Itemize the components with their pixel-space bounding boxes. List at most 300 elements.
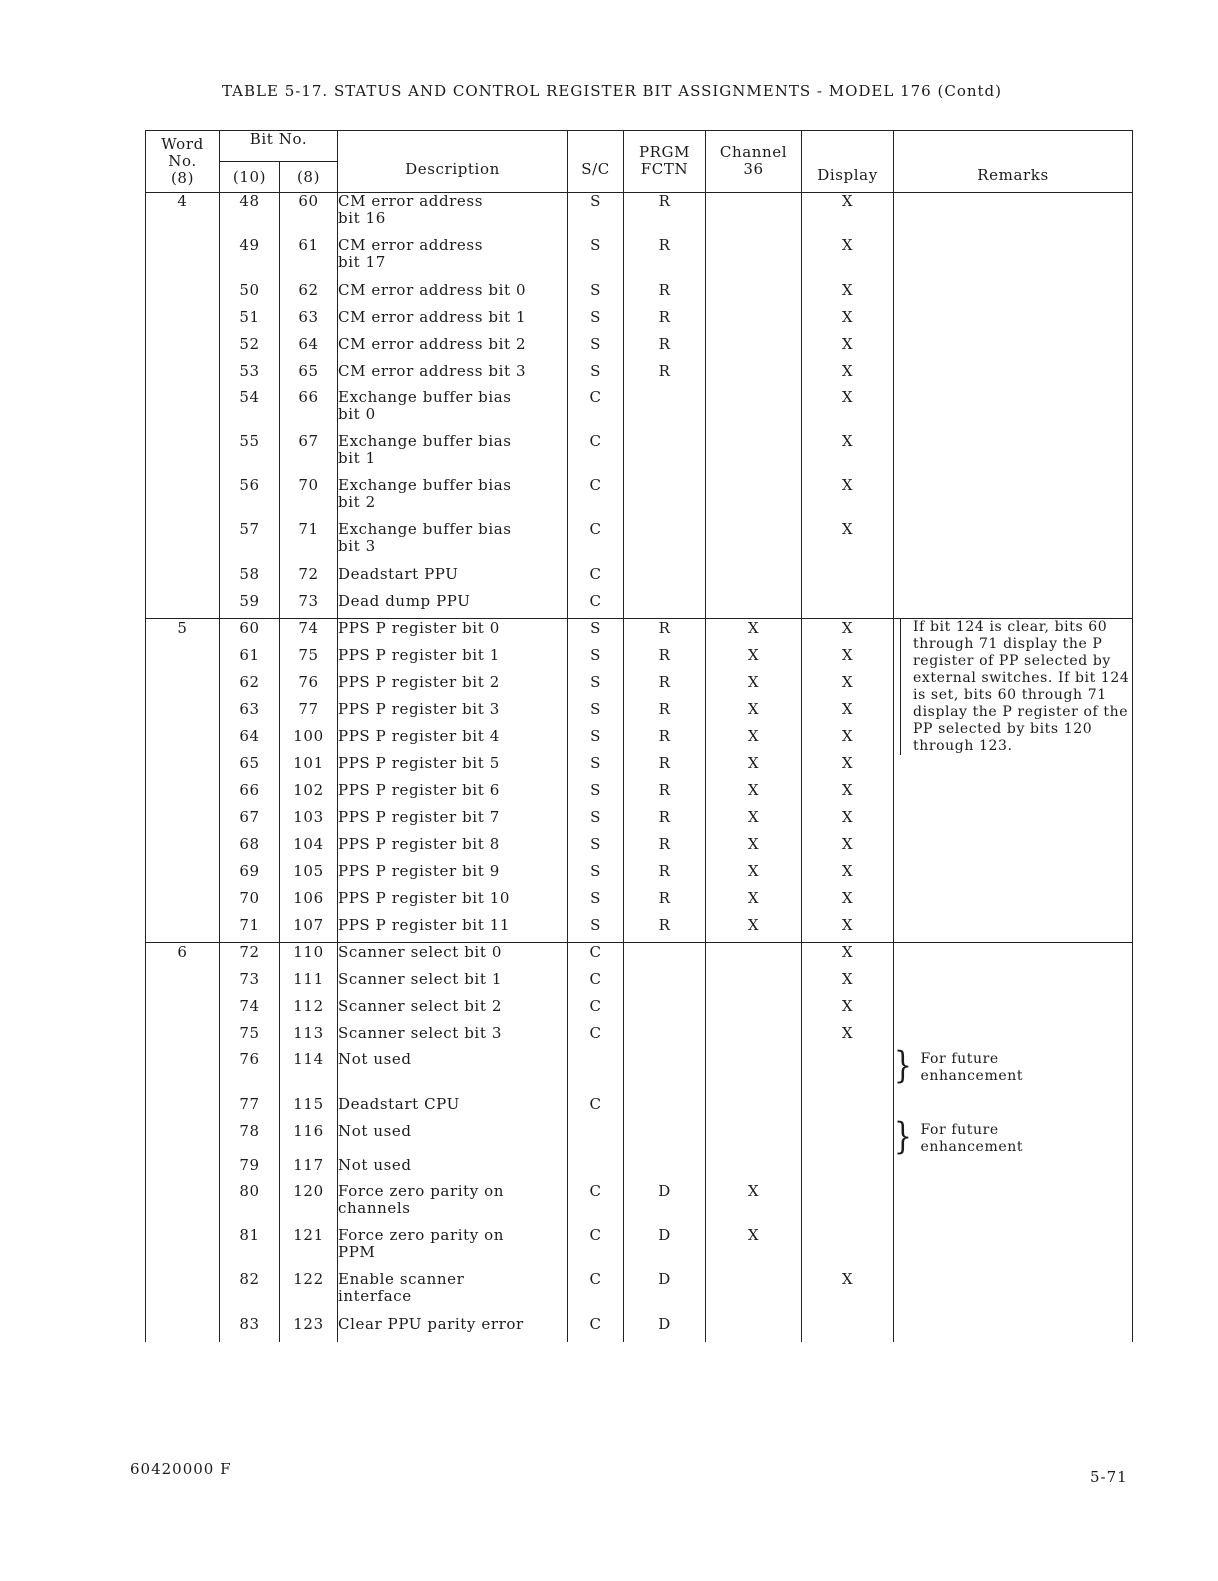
bit-octal: 120 (280, 1183, 338, 1227)
description-line: CM error address bit 3 (338, 361, 527, 380)
program-function-flag (624, 592, 706, 619)
status-control-flag: S (568, 889, 624, 916)
bit-description (338, 619, 568, 646)
bit-octal: 104 (280, 835, 338, 862)
display-flag (802, 1095, 894, 1122)
table-row (146, 389, 1133, 433)
status-control-flag (568, 1122, 624, 1156)
program-function-flag (624, 433, 706, 477)
display-flag: X (802, 808, 894, 835)
table-row (146, 1024, 1133, 1051)
program-function-flag: R (624, 781, 706, 808)
bit-octal: 102 (280, 781, 338, 808)
description-line: PPS P register bit 9 (338, 861, 500, 880)
display-flag: X (802, 1271, 894, 1315)
bit-description (338, 781, 568, 808)
brace-icon: } (894, 1114, 913, 1158)
bit-description (338, 943, 568, 970)
bit-decimal: 48 (220, 193, 280, 237)
bit-decimal: 54 (220, 389, 280, 433)
program-function-flag: R (624, 308, 706, 335)
description-line: PPS P register bit 8 (338, 834, 500, 853)
description-line: Exchange buffer bias (338, 519, 512, 538)
bit-description (338, 592, 568, 619)
channel-36-flag: X (706, 700, 802, 727)
program-function-flag (624, 521, 706, 565)
program-function-flag: D (624, 1315, 706, 1342)
program-function-flag: R (624, 835, 706, 862)
bit-decimal: 53 (220, 362, 280, 389)
bit-decimal: 81 (220, 1227, 280, 1271)
bit-octal: 77 (280, 700, 338, 727)
bit-octal: 111 (280, 970, 338, 997)
bit-description (338, 1271, 568, 1315)
status-control-flag: C (568, 943, 624, 970)
channel-36-flag (706, 477, 802, 521)
display-flag: X (802, 477, 894, 521)
display-flag: X (802, 619, 894, 646)
display-flag: X (802, 521, 894, 565)
status-control-flag: C (568, 1271, 624, 1315)
display-flag (802, 565, 894, 592)
bit-description (338, 1122, 568, 1156)
bit-octal: 122 (280, 1271, 338, 1315)
description-line: CM error address bit 1 (338, 307, 527, 326)
bit-octal: 107 (280, 916, 338, 943)
table-row (146, 1227, 1133, 1271)
description-line: PPM (338, 1242, 376, 1261)
description-line: Scanner select bit 3 (338, 1023, 502, 1042)
display-flag: X (802, 673, 894, 700)
bit-description (338, 727, 568, 754)
table-row (146, 1051, 1133, 1095)
bit-description (338, 673, 568, 700)
channel-36-flag: X (706, 673, 802, 700)
bit-decimal: 76 (220, 1051, 280, 1095)
description-line: Force zero parity on (338, 1181, 505, 1200)
remark-line: enhancement (920, 1138, 1024, 1155)
bit-description (338, 565, 568, 592)
bit-decimal: 63 (220, 700, 280, 727)
description-line: PPS P register bit 1 (338, 645, 500, 664)
bit-decimal: 72 (220, 943, 280, 970)
description-line: Exchange buffer bias (338, 431, 512, 450)
status-control-flag: S (568, 362, 624, 389)
table-row (146, 943, 1133, 970)
channel-36-flag: X (706, 862, 802, 889)
remarks-cell (894, 477, 1133, 521)
table-title: TABLE 5-17. STATUS AND CONTROL REGISTER BIT ASSIGNMENTS - MODEL 176 (Contd) (222, 82, 1002, 100)
status-control-flag: S (568, 308, 624, 335)
word-number: 4 (146, 193, 220, 619)
description-line: CM error address (338, 192, 483, 210)
description-line: bit 16 (338, 209, 386, 227)
status-control-flag: C (568, 970, 624, 997)
status-control-flag: S (568, 646, 624, 673)
status-control-flag: C (568, 1024, 624, 1051)
status-control-flag: S (568, 835, 624, 862)
bit-octal: 100 (280, 727, 338, 754)
document-number: 60420000 F (130, 1460, 232, 1478)
display-flag: X (802, 835, 894, 862)
program-function-flag (624, 997, 706, 1024)
bit-description (338, 1183, 568, 1227)
bit-decimal: 69 (220, 862, 280, 889)
bit-decimal: 70 (220, 889, 280, 916)
program-function-flag (624, 1156, 706, 1183)
program-function-flag: R (624, 646, 706, 673)
header-bit-no: Bit No. (220, 131, 338, 162)
program-function-flag: R (624, 916, 706, 943)
description-line: bit 1 (338, 448, 376, 467)
program-function-flag: R (624, 362, 706, 389)
display-flag (802, 592, 894, 619)
display-flag: X (802, 916, 894, 943)
description-line: Dead dump PPU (338, 591, 471, 610)
bit-octal: 101 (280, 754, 338, 781)
description-line: Scanner select bit 1 (338, 969, 502, 988)
channel-36-flag: X (706, 889, 802, 916)
program-function-flag: R (624, 673, 706, 700)
bit-decimal: 64 (220, 727, 280, 754)
remarks-cell (894, 521, 1133, 565)
remarks-cell (894, 281, 1133, 308)
channel-36-flag (706, 193, 802, 237)
channel-36-flag (706, 943, 802, 970)
channel-36-flag (706, 1156, 802, 1183)
display-flag: X (802, 335, 894, 362)
channel-36-flag (706, 521, 802, 565)
table-row (146, 1271, 1133, 1315)
bit-assignment-table (145, 130, 1133, 1342)
description-line: Scanner select bit 0 (338, 943, 502, 961)
bit-octal: 74 (280, 619, 338, 646)
description-line: PPS P register bit 2 (338, 672, 500, 691)
channel-36-flag (706, 1024, 802, 1051)
channel-36-flag: X (706, 808, 802, 835)
program-function-flag: R (624, 700, 706, 727)
bit-octal: 112 (280, 997, 338, 1024)
page-number: 5-71 (1090, 1468, 1128, 1486)
remarks-cell (894, 1114, 1133, 1158)
bit-description (338, 1024, 568, 1051)
status-control-flag: S (568, 754, 624, 781)
description-line: interface (338, 1286, 412, 1305)
description-line: Deadstart PPU (338, 564, 459, 583)
bit-description (338, 835, 568, 862)
bit-decimal: 83 (220, 1315, 280, 1342)
bit-decimal: 82 (220, 1271, 280, 1315)
bit-decimal: 55 (220, 433, 280, 477)
bit-decimal: 59 (220, 592, 280, 619)
program-function-flag (624, 1122, 706, 1156)
bit-decimal: 79 (220, 1156, 280, 1183)
bit-octal: 117 (280, 1156, 338, 1183)
channel-36-flag (706, 389, 802, 433)
channel-36-flag (706, 1315, 802, 1342)
table-row (146, 619, 1133, 646)
description-line: Not used (338, 1155, 412, 1174)
table-row (146, 193, 1133, 237)
table-row (146, 1315, 1133, 1342)
description-line: PPS P register bit 4 (338, 726, 500, 745)
bit-description (338, 754, 568, 781)
status-control-flag: C (568, 997, 624, 1024)
header-display: Display (802, 131, 894, 193)
display-flag: X (802, 362, 894, 389)
program-function-flag (624, 943, 706, 970)
channel-36-flag (706, 335, 802, 362)
status-control-flag: S (568, 862, 624, 889)
bit-description (338, 916, 568, 943)
bit-octal: 121 (280, 1227, 338, 1271)
description-line: Exchange buffer bias (338, 475, 512, 494)
display-flag: X (802, 1024, 894, 1051)
remarks-cell (894, 335, 1133, 362)
remarks-cell (894, 1024, 1133, 1051)
table-row (146, 970, 1133, 997)
header-sc: S/C (568, 131, 624, 193)
bit-octal: 61 (280, 237, 338, 281)
table-row (146, 335, 1133, 362)
bit-decimal: 51 (220, 308, 280, 335)
remarks-cell (894, 1156, 1133, 1183)
bit-octal: 72 (280, 565, 338, 592)
status-control-flag: S (568, 673, 624, 700)
channel-36-flag: X (706, 754, 802, 781)
status-control-flag: C (568, 1183, 624, 1227)
description-line: PPS P register bit 5 (338, 753, 500, 772)
status-control-flag: C (568, 565, 624, 592)
display-flag: X (802, 237, 894, 281)
status-control-flag: C (568, 592, 624, 619)
display-flag: X (802, 889, 894, 916)
bit-decimal: 77 (220, 1095, 280, 1122)
bit-decimal: 58 (220, 565, 280, 592)
status-control-flag: S (568, 237, 624, 281)
description-line: PPS P register bit 0 (338, 619, 500, 637)
program-function-flag: R (624, 862, 706, 889)
description-line: Enable scanner (338, 1269, 465, 1288)
status-control-flag (568, 1156, 624, 1183)
status-control-flag: S (568, 727, 624, 754)
remarks-cell (894, 943, 1133, 970)
bit-octal: 60 (280, 193, 338, 237)
display-flag: X (802, 943, 894, 970)
description-line: CM error address bit 2 (338, 334, 527, 353)
description-line: Not used (338, 1121, 412, 1140)
program-function-flag: R (624, 727, 706, 754)
bit-description (338, 281, 568, 308)
channel-36-flag: X (706, 1183, 802, 1227)
channel-36-flag: X (706, 916, 802, 943)
channel-36-flag (706, 433, 802, 477)
status-control-flag: S (568, 193, 624, 237)
bit-description (338, 970, 568, 997)
channel-36-flag (706, 281, 802, 308)
bit-description (338, 808, 568, 835)
remarks-cell (894, 389, 1133, 433)
table-row (146, 237, 1133, 281)
description-line: bit 0 (338, 404, 376, 423)
bit-description (338, 193, 568, 237)
channel-36-flag (706, 565, 802, 592)
bit-description (338, 1156, 568, 1183)
program-function-flag (624, 1024, 706, 1051)
remarks-cell (894, 1315, 1133, 1342)
description-line: Exchange buffer bias (338, 387, 512, 406)
bit-octal: 106 (280, 889, 338, 916)
status-control-flag: S (568, 808, 624, 835)
table-row (146, 1095, 1133, 1122)
header-description: Description (338, 131, 568, 193)
display-flag (802, 1122, 894, 1156)
status-control-flag: S (568, 916, 624, 943)
bit-description (338, 308, 568, 335)
bit-octal: 64 (280, 335, 338, 362)
remark-line: For future (920, 1121, 999, 1138)
remarks-cell (894, 362, 1133, 389)
display-flag (802, 1227, 894, 1271)
remarks-cell (894, 997, 1133, 1024)
program-function-flag: D (624, 1183, 706, 1227)
header-channel-36: Channel 36 (706, 131, 802, 193)
channel-36-flag: X (706, 727, 802, 754)
bit-description (338, 389, 568, 433)
header-bit-octal: (8) (280, 162, 338, 193)
bit-decimal: 67 (220, 808, 280, 835)
program-function-flag (624, 1051, 706, 1095)
table-body (146, 193, 1133, 1342)
remarks-cell (894, 433, 1133, 477)
bit-octal: 67 (280, 433, 338, 477)
display-flag (802, 1156, 894, 1183)
bit-decimal: 49 (220, 237, 280, 281)
bit-description (338, 997, 568, 1024)
program-function-flag (624, 477, 706, 521)
bit-description (338, 889, 568, 916)
description-line: PPS P register bit 3 (338, 699, 500, 718)
status-control-flag: S (568, 281, 624, 308)
description-line: PPS P register bit 11 (338, 915, 510, 934)
table-row (146, 1122, 1133, 1156)
display-flag: X (802, 727, 894, 754)
remarks-cell (894, 970, 1133, 997)
channel-36-flag (706, 1051, 802, 1095)
header-prgm-fctn: PRGM FCTN (624, 131, 706, 193)
remarks-cell (894, 193, 1133, 237)
program-function-flag: R (624, 193, 706, 237)
display-flag: X (802, 997, 894, 1024)
bit-description (338, 237, 568, 281)
program-function-flag (624, 565, 706, 592)
description-line: channels (338, 1198, 411, 1217)
bit-octal: 115 (280, 1095, 338, 1122)
status-control-flag: C (568, 521, 624, 565)
bit-description (338, 1051, 568, 1095)
description-line: Scanner select bit 2 (338, 996, 502, 1015)
program-function-flag: R (624, 808, 706, 835)
bit-description (338, 700, 568, 727)
display-flag: X (802, 862, 894, 889)
remarks-cell (894, 619, 1133, 943)
remarks-cell (894, 592, 1133, 619)
bit-decimal: 73 (220, 970, 280, 997)
bit-description (338, 646, 568, 673)
display-flag: X (802, 281, 894, 308)
status-control-flag: S (568, 700, 624, 727)
bit-decimal: 75 (220, 1024, 280, 1051)
bit-decimal: 61 (220, 646, 280, 673)
description-line: CM error address (338, 235, 483, 254)
program-function-flag: R (624, 237, 706, 281)
bit-description (338, 335, 568, 362)
description-line: Not used (338, 1049, 412, 1068)
header-bit-decimal: (10) (220, 162, 280, 193)
bit-decimal: 65 (220, 754, 280, 781)
channel-36-flag: X (706, 646, 802, 673)
channel-36-flag (706, 970, 802, 997)
header-row-1 (146, 131, 1133, 162)
table-row (146, 362, 1133, 389)
bit-decimal: 78 (220, 1122, 280, 1156)
bit-decimal: 74 (220, 997, 280, 1024)
channel-36-flag (706, 1122, 802, 1156)
bit-octal: 76 (280, 673, 338, 700)
display-flag: X (802, 433, 894, 477)
bit-description (338, 1227, 568, 1271)
channel-36-flag: X (706, 835, 802, 862)
status-control-flag (568, 1051, 624, 1095)
table-row (146, 281, 1133, 308)
bit-octal: 73 (280, 592, 338, 619)
display-flag: X (802, 646, 894, 673)
status-control-flag: S (568, 335, 624, 362)
display-flag: X (802, 970, 894, 997)
display-flag: X (802, 308, 894, 335)
description-line: bit 2 (338, 492, 376, 511)
channel-36-flag (706, 362, 802, 389)
description-line: PPS P register bit 10 (338, 888, 510, 907)
word-number: 6 (146, 943, 220, 1342)
table-row (146, 308, 1133, 335)
bit-description (338, 1095, 568, 1122)
table-row (146, 592, 1133, 619)
bit-decimal: 66 (220, 781, 280, 808)
bit-octal: 114 (280, 1051, 338, 1095)
table-row (146, 477, 1133, 521)
channel-36-flag (706, 308, 802, 335)
bit-description (338, 362, 568, 389)
bit-decimal: 57 (220, 521, 280, 565)
bit-description (338, 477, 568, 521)
remarks-cell (894, 1095, 1133, 1122)
bit-decimal: 68 (220, 835, 280, 862)
display-flag: X (802, 781, 894, 808)
remark-line: For future (920, 1050, 999, 1067)
bit-octal: 113 (280, 1024, 338, 1051)
program-function-flag (624, 1095, 706, 1122)
bit-decimal: 60 (220, 619, 280, 646)
channel-36-flag (706, 1271, 802, 1315)
description-line: CM error address bit 0 (338, 280, 527, 299)
remark-line: enhancement (920, 1067, 1024, 1084)
bit-description (338, 1315, 568, 1342)
bit-octal: 65 (280, 362, 338, 389)
program-function-flag: R (624, 889, 706, 916)
program-function-flag: D (624, 1271, 706, 1315)
table-row (146, 997, 1133, 1024)
